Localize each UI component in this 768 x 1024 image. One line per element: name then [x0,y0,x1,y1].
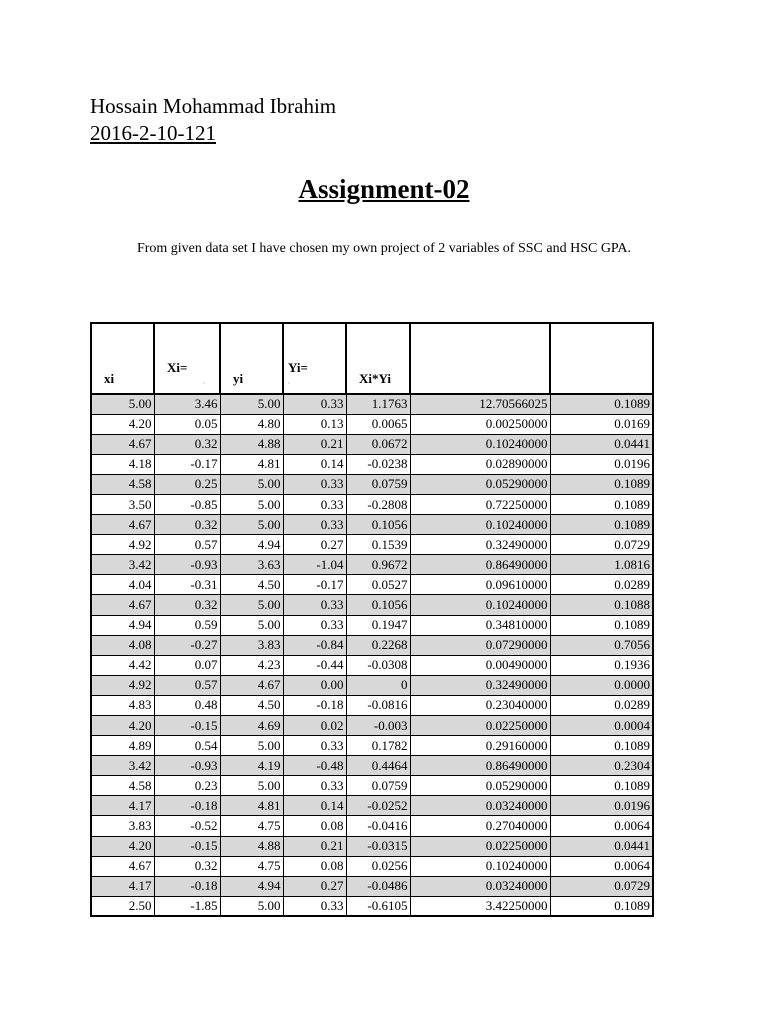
table-cell: 5.00 [220,494,283,514]
table-cell: 0.1089 [550,736,653,756]
table-cell: 5.00 [91,394,154,414]
table-cell: 0.2304 [550,756,653,776]
table-cell: 0.08 [283,816,346,836]
table-row [91,836,653,856]
table-cell: 4.67 [91,434,154,454]
table-cell: 0.14 [283,796,346,816]
table-row [91,494,653,514]
table-cell: 3.46 [154,394,220,414]
table-cell: 0.0441 [550,434,653,454]
header-xi [91,323,154,394]
table-cell: 0.1782 [346,736,410,756]
table-header-row [91,323,653,394]
table-cell: 4.67 [91,515,154,535]
table-cell: 0.1089 [550,896,653,916]
table-cell: 0.05290000 [410,776,550,796]
table-cell: -1.04 [283,555,346,575]
table-cell: 0.05290000 [410,474,550,494]
table-cell: 0.1089 [550,615,653,635]
table-cell: 4.81 [220,454,283,474]
table-cell: -0.6105 [346,896,410,916]
table-cell: 0.05 [154,414,220,434]
table-cell: 0.08 [283,856,346,876]
table-row [91,555,653,575]
table-cell: 4.42 [91,655,154,675]
table-row [91,474,653,494]
table-cell: 4.88 [220,836,283,856]
table-cell: 0.02890000 [410,454,550,474]
table-body [91,394,653,916]
table-cell: 0.34810000 [410,615,550,635]
table-cell: 0.09610000 [410,575,550,595]
table-cell: 0.72250000 [410,494,550,514]
table-cell: 0.33 [283,515,346,535]
table-row [91,736,653,756]
table-cell: 0.07 [154,655,220,675]
table-cell: 0.29160000 [410,736,550,756]
header-col6 [410,323,550,394]
table-cell: 4.23 [220,655,283,675]
table-row [91,454,653,474]
table-cell: -0.0416 [346,816,410,836]
table-cell: 5.00 [220,615,283,635]
table-cell: 0.0672 [346,434,410,454]
table-cell: 0.21 [283,434,346,454]
table-cell: 4.92 [91,675,154,695]
table-row [91,655,653,675]
table-row [91,434,653,454]
table-cell: -0.18 [154,876,220,896]
table-cell: 4.75 [220,816,283,836]
table-cell: 0.27040000 [410,816,550,836]
table-cell: 0.32 [154,434,220,454]
table-cell: 4.20 [91,836,154,856]
table-cell: 4.83 [91,695,154,715]
table-cell: -0.48 [283,756,346,776]
table-cell: -0.31 [154,575,220,595]
table-cell: 4.17 [91,876,154,896]
table-cell: 0.00490000 [410,655,550,675]
table-row [91,635,653,655]
table-cell: 0.1089 [550,394,653,414]
table-cell: 0.32 [154,595,220,615]
table-cell: 0.9672 [346,555,410,575]
table-cell: 4.89 [91,736,154,756]
table-cell: 0.32 [154,515,220,535]
table-cell: -0.27 [154,635,220,655]
table-cell: 4.75 [220,856,283,876]
table-cell: 5.00 [220,515,283,535]
table-cell: 0.0004 [550,716,653,736]
table-cell: 4.80 [220,414,283,434]
table-cell: -0.15 [154,836,220,856]
table-cell: 4.67 [91,595,154,615]
table-cell: 4.18 [91,454,154,474]
table-cell: 0.33 [283,736,346,756]
table-cell: 0.00 [283,675,346,695]
table-cell: 1.1763 [346,394,410,414]
table-cell: 0.0729 [550,535,653,555]
table-cell: 0.02 [283,716,346,736]
header-yi [220,323,283,394]
table-cell: 0.0759 [346,776,410,796]
table-row [91,695,653,715]
header-Xi [154,323,220,394]
table-cell: 0.10240000 [410,515,550,535]
table-cell: 5.00 [220,394,283,414]
table-cell: 0.14 [283,454,346,474]
table-cell: 4.88 [220,434,283,454]
table-cell: 1.0816 [550,555,653,575]
intro-paragraph: From given data set I have chosen my own project of 2 variables of SSC and HSC GPA. [136,241,632,256]
header-XiYi [346,323,410,394]
table-cell: 0.1056 [346,595,410,615]
table-row [91,595,653,615]
table-row [91,414,653,434]
table-cell: 0.0729 [550,876,653,896]
table-cell: 0.48 [154,695,220,715]
table-cell: 0.10240000 [410,595,550,615]
table-cell: 4.17 [91,796,154,816]
table-cell: 0.33 [283,896,346,916]
table-cell: 0.0064 [550,816,653,836]
table-cell: 4.94 [220,535,283,555]
table-cell: 0.1947 [346,615,410,635]
header-Yi-formula-mark: · [288,381,291,387]
header-Xi-label: Xi= [167,360,188,375]
table-row [91,876,653,896]
header-XiYi-label: Xi*Yi [359,371,392,386]
table-cell: -0.17 [283,575,346,595]
table-cell: 0.23 [154,776,220,796]
table-cell: 0.21 [283,836,346,856]
table-cell: 5.00 [220,474,283,494]
table-cell: 0.1089 [550,776,653,796]
table-cell: 0.0064 [550,856,653,876]
header-Xi-formula-mark: · [202,381,205,387]
table-cell: 0.0000 [550,675,653,695]
table-cell: 0.2268 [346,635,410,655]
table-cell: -0.18 [154,796,220,816]
table-cell: 0.02250000 [410,716,550,736]
table-row [91,675,653,695]
author-name: Hossain Mohammad Ibrahim [90,94,337,118]
table-cell: 3.83 [220,635,283,655]
table-cell: 4.92 [91,535,154,555]
table-row [91,575,653,595]
table-cell: 0.0196 [550,796,653,816]
table-cell: -0.93 [154,756,220,776]
table-cell: 4.67 [91,856,154,876]
table-cell: 4.58 [91,776,154,796]
table-row [91,716,653,736]
table-cell: 0.33 [283,494,346,514]
table-cell: 0.27 [283,535,346,555]
table-cell: -0.2808 [346,494,410,514]
table-cell: 3.42 [91,555,154,575]
table-cell: 0.54 [154,736,220,756]
table-cell: 4.67 [220,675,283,695]
table-cell: -0.15 [154,716,220,736]
table-cell: 5.00 [220,776,283,796]
table-cell: 0.07290000 [410,635,550,655]
header-col7 [550,323,653,394]
header-xi-label: xi [104,371,115,386]
table-cell: 0.03240000 [410,876,550,896]
table-cell: 3.42250000 [410,896,550,916]
table-row [91,615,653,635]
table-cell: 3.50 [91,494,154,514]
table-cell: 0.33 [283,595,346,615]
header-Yi [283,323,346,394]
table-cell: -0.18 [283,695,346,715]
header-yi-label: yi [233,371,244,386]
table-row [91,515,653,535]
table-cell: -0.0486 [346,876,410,896]
table-cell: -0.84 [283,635,346,655]
table-cell: 4.50 [220,695,283,715]
table-cell: 0.32490000 [410,535,550,555]
table-cell: 0.0196 [550,454,653,474]
table-cell: 0.1089 [550,474,653,494]
table-cell: 0.10240000 [410,434,550,454]
table-cell: 3.42 [91,756,154,776]
table-cell: 0.03240000 [410,796,550,816]
table-cell: 0.33 [283,394,346,414]
table-cell: 0 [346,675,410,695]
table-row [91,896,653,916]
table-cell: 3.63 [220,555,283,575]
table-cell: 0.0527 [346,575,410,595]
table-cell: 0.1056 [346,515,410,535]
table-row [91,776,653,796]
table-cell: 4.81 [220,796,283,816]
table-cell: 0.86490000 [410,555,550,575]
table-cell: 4.94 [220,876,283,896]
table-cell: 0.1088 [550,595,653,615]
table-cell: 0.57 [154,535,220,555]
header-Yi-label: Yi= [288,360,308,375]
table-cell: 3.83 [91,816,154,836]
table-cell: -0.52 [154,816,220,836]
table-cell: 4.69 [220,716,283,736]
table-cell: 0.1539 [346,535,410,555]
table-cell: 0.59 [154,615,220,635]
table-cell: 0.1089 [550,515,653,535]
table-cell: 0.57 [154,675,220,695]
table-cell: 0.10240000 [410,856,550,876]
table-cell: 0.4464 [346,756,410,776]
table-cell: 0.0759 [346,474,410,494]
table-row [91,535,653,555]
table-cell: 0.7056 [550,635,653,655]
table-cell: 0.33 [283,474,346,494]
table-cell: -0.0308 [346,655,410,675]
table-cell: 4.20 [91,414,154,434]
table-row [91,796,653,816]
data-table [90,322,654,917]
table-row [91,756,653,776]
table-cell: 0.25 [154,474,220,494]
table-cell: 0.02250000 [410,836,550,856]
table-cell: 0.0065 [346,414,410,434]
table-cell: -0.0238 [346,454,410,474]
table-cell: 4.20 [91,716,154,736]
table-cell: 0.1936 [550,655,653,675]
table-cell: 4.04 [91,575,154,595]
table-cell: -0.17 [154,454,220,474]
table-cell: 0.0289 [550,695,653,715]
table-cell: -0.44 [283,655,346,675]
page-title: Assignment-02 [298,174,470,204]
student-id: 2016-2-10-121 [90,121,216,145]
table-cell: 5.00 [220,595,283,615]
table-cell: 5.00 [220,736,283,756]
table-cell: -0.0315 [346,836,410,856]
table-cell: 4.58 [91,474,154,494]
table-cell: 4.94 [91,615,154,635]
table-cell: 0.33 [283,776,346,796]
table-row [91,394,653,414]
table-row [91,856,653,876]
table-cell: -1.85 [154,896,220,916]
table-cell: 4.08 [91,635,154,655]
table-cell: 0.13 [283,414,346,434]
table-cell: 0.32 [154,856,220,876]
table-cell: 4.19 [220,756,283,776]
table-row [91,816,653,836]
table-cell: 4.50 [220,575,283,595]
table-cell: 0.33 [283,615,346,635]
table-cell: 2.50 [91,896,154,916]
table-cell: 5.00 [220,896,283,916]
table-cell: 0.0289 [550,575,653,595]
table-cell: -0.003 [346,716,410,736]
table-cell: 0.86490000 [410,756,550,776]
table-cell: -0.93 [154,555,220,575]
table-cell: 0.0441 [550,836,653,856]
table-cell: 0.27 [283,876,346,896]
table-cell: 12.70566025 [410,394,550,414]
table-cell: 0.0256 [346,856,410,876]
table-cell: 0.23040000 [410,695,550,715]
table-cell: -0.0816 [346,695,410,715]
table-cell: -0.0252 [346,796,410,816]
table-cell: -0.85 [154,494,220,514]
table-cell: 0.0169 [550,414,653,434]
table-cell: 0.32490000 [410,675,550,695]
table-cell: 0.00250000 [410,414,550,434]
table-cell: 0.1089 [550,494,653,514]
